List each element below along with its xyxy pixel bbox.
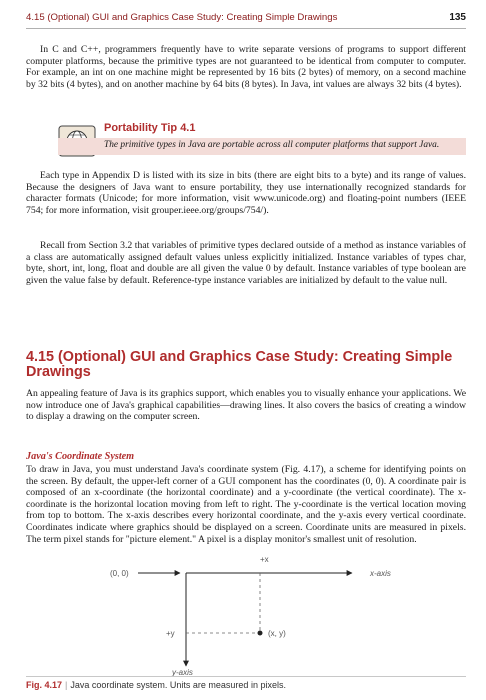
caption-rule — [26, 676, 466, 677]
section-intro-paragraph: An appealing feature of Java is its graphics support, which enables you to visually enhance your applications. We now introduce one of Java's graphical capabilities—drawing lines. It also covers the basics of creating a window to display a drawing on the computer screen. — [26, 388, 466, 423]
body-paragraph-appendix: Each type in Appendix D is listed with its size in bits (there are eight bits to a byte) and its range of values. Because the designers of Java want to ensure portability, they use internationally recognized standards for character formats (Unicode; for more information, visit www.unicode.org) and floating-point numbers (IEEE 754; for more information, visit grouper.ieee.org/groups/754/). — [26, 170, 466, 216]
point-marker — [258, 631, 263, 636]
tip-title: Portability Tip 4.1 — [104, 122, 196, 134]
page-number: 135 — [449, 12, 466, 23]
intro-paragraph: In C and C++, programmers frequently have to write separate versions of programs to support different computer platforms, because the primitive types are not guaranteed to be identical from computer to computer. For example, an int on one machine might be represented by 16 bits (2 bytes) of memory, on a second machine by 32 bits (4 bytes), and on another machine by 64 bits (8 bytes). In Java, int values are always 32 bits (4 bytes). — [26, 44, 466, 90]
portability-tip — [58, 118, 466, 158]
caption-number: Fig. 4.17 — [26, 680, 63, 690]
tip-text: The primitive types in Java are portable across all computer platforms that support Java. — [104, 140, 440, 150]
header-rule — [26, 28, 466, 29]
body-paragraph-defaults: Recall from Section 3.2 that variables of primitive types declared outside of a method as instance variables of a class are automatically assigned default values unless explicitly initialized. Instance variables of types char, byte, short, int, long, float and double are all given the value 0 by default. Instance variables of type boolean are given the value false by default. Reference-type instance variables are initialized by default to the value null. — [26, 240, 466, 286]
point-label: (x, y) — [268, 629, 286, 638]
coordinate-system-paragraph: To draw in Java, you must understand Java's coordinate system (Fig. 4.17), a scheme for identifying points on the screen. By default, the upper-left corner of a GUI component has the coordinates (0, 0). A coordinate pair is composed of an x-coordinate (the horizontal coordinate) and a y-coordinate (the vertical coordinate). The x-coordinate is the horizontal location moving from left to right. The y-coordinate is the vertical location moving from top to bottom. The x-axis describes every horizontal coordinate, and the y-axis every vertical coordinate. Coordinates indicate where graphics should be displayed on a screen. Coordinate units are measured in pixels. The term pixel stands for "picture element." A pixel is a display monitor's smallest unit of resolution. — [26, 464, 466, 545]
running-header — [26, 6, 466, 28]
x-axis-label: x-axis — [370, 569, 391, 578]
figure-caption — [26, 680, 286, 690]
coordinate-system-figure — [70, 548, 450, 676]
caption-text: Java coordinate system. Units are measured in pixels. — [70, 680, 286, 690]
plus-y-label: +y — [166, 629, 175, 638]
y-axis-label: y-axis — [172, 668, 193, 676]
caption-separator: | — [65, 680, 68, 690]
running-header-title: 4.15 (Optional) GUI and Graphics Case Study: Creating Simple Drawings — [26, 12, 338, 23]
plus-x-label: +x — [260, 555, 269, 564]
origin-label: (0, 0) — [110, 569, 129, 578]
subsection-heading: Java's Coordinate System — [26, 451, 135, 462]
section-heading: 4.15 (Optional) GUI and Graphics Case Study: Creating Simple Drawings — [26, 349, 453, 380]
